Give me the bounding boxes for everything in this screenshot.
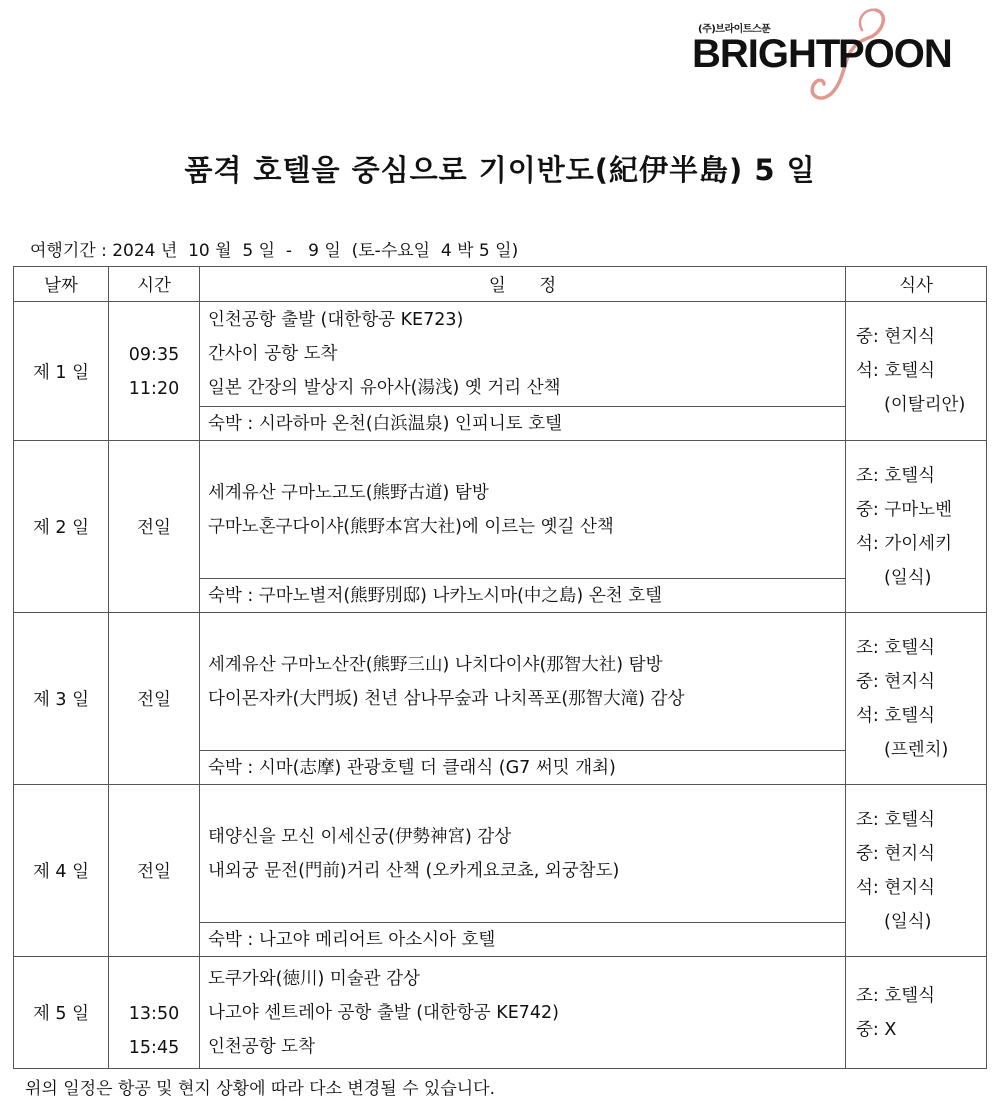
meal-cell bbox=[846, 613, 987, 785]
meal-item: 조: 호텔식 bbox=[856, 637, 936, 658]
day-label: 제 4 일 bbox=[14, 785, 109, 957]
meal-item: 중: 구마노벤 bbox=[856, 499, 952, 520]
schedule-item: 일본 간장의 발상지 유아사(湯浅) 옛 거리 산책 bbox=[208, 378, 561, 398]
meal-cell bbox=[846, 302, 987, 441]
schedule-item: 다이몬자카(大門坂) 천년 삼나무숲과 나치폭포(那智大滝) 감상 bbox=[208, 688, 685, 709]
stay-info: 숙박 : 시라하마 온천(白浜温泉) 인피니토 호텔 bbox=[200, 407, 846, 441]
logo-company-name: (주)브라이트스푼 bbox=[698, 24, 771, 35]
stay-info: 숙박 : 시마(志摩) 관광호텔 더 클래식 (G7 써밋 개최) bbox=[200, 751, 846, 785]
time-cell bbox=[109, 957, 200, 1069]
schedule-cell bbox=[200, 957, 846, 1069]
meal-item: 조: 호텔식 bbox=[856, 985, 936, 1006]
meal-item: 석: 가이세키 bbox=[856, 533, 952, 554]
footer-note: 위의 일정은 항공 및 현지 상황에 따라 다소 변경될 수 있습니다. bbox=[25, 1079, 495, 1099]
meal-item: 석: 호텔식 bbox=[856, 705, 936, 726]
schedule-item: 태양신을 모신 이세신궁(伊勢神宮) 감상 bbox=[208, 826, 512, 847]
schedule-item: 간사이 공항 도착 bbox=[208, 344, 338, 364]
table-row bbox=[14, 441, 987, 579]
meal-note: (프렌치) bbox=[884, 739, 949, 760]
schedule-cell bbox=[200, 441, 846, 579]
schedule-item: 세계유산 구마노산잔(熊野三山) 나치다이샤(那智大社) 탐방 bbox=[208, 654, 663, 675]
travel-period: 여행기간 : 2024 년 10 월 5 일 - 9 일 (토-수요일 4 박 5 일) bbox=[30, 241, 519, 261]
time-value bbox=[109, 963, 199, 997]
schedule-item: 구마노혼구다이샤(熊野本宮大社)에 이르는 옛길 산책 bbox=[208, 516, 614, 537]
time-value: 09:35 bbox=[128, 345, 180, 365]
meal-item: 중: X bbox=[856, 1019, 897, 1040]
meal-item: 조: 호텔식 bbox=[856, 465, 936, 486]
time-cell bbox=[109, 302, 200, 441]
time-value: 11:20 bbox=[128, 379, 180, 399]
schedule-item: 세계유산 구마노고도(熊野古道) 탐방 bbox=[208, 482, 489, 503]
meal-item: 석: 현지식 bbox=[856, 877, 936, 898]
brand-logo bbox=[692, 18, 967, 88]
time-value: 전일 bbox=[109, 785, 200, 957]
day-label: 제 1 일 bbox=[14, 302, 109, 441]
meal-item: 중: 현지식 bbox=[856, 671, 936, 692]
schedule-item: 내외궁 문전(門前)거리 산책 (오카게요코쵸, 외궁참도) bbox=[208, 860, 620, 881]
meal-cell bbox=[846, 785, 987, 957]
schedule-item: 도쿠가와(徳川) 미술관 감상 bbox=[208, 968, 420, 989]
day-label: 제 2 일 bbox=[14, 441, 109, 613]
header-schedule: 일 정 bbox=[200, 267, 846, 302]
table-row bbox=[14, 785, 987, 923]
schedule-cell bbox=[200, 785, 846, 923]
table-row bbox=[14, 613, 987, 751]
schedule-cell bbox=[200, 302, 846, 407]
meal-note: (이탈리안) bbox=[884, 395, 966, 415]
meal-item: 중: 현지식 bbox=[856, 843, 936, 864]
itinerary-table bbox=[13, 266, 987, 1069]
table-row bbox=[14, 302, 987, 407]
schedule-item: 인천공항 출발 (대한항공 KE723) bbox=[208, 310, 464, 330]
stay-info: 숙박 : 나고야 메리어트 아소시아 호텔 bbox=[200, 923, 846, 957]
schedule-item: 인천공항 도착 bbox=[208, 1036, 315, 1057]
table-header-row bbox=[14, 267, 987, 302]
meal-note: (일식) bbox=[884, 911, 932, 932]
meal-item: 석: 호텔식 bbox=[856, 361, 936, 381]
stay-info: 숙박 : 구마노별저(熊野別邸) 나카노시마(中之島) 온천 호텔 bbox=[200, 579, 846, 613]
header-day: 날짜 bbox=[14, 267, 109, 302]
day-label: 제 5 일 bbox=[14, 957, 109, 1069]
meal-note: (일식) bbox=[884, 567, 932, 588]
header-time: 시간 bbox=[109, 267, 200, 302]
page-title: 품격 호텔을 중심으로 기이반도(紀伊半島) 5 일 bbox=[184, 153, 816, 187]
meal-item: 조: 호텔식 bbox=[856, 809, 936, 830]
meal-cell bbox=[846, 441, 987, 613]
day-label: 제 3 일 bbox=[14, 613, 109, 785]
table-row bbox=[14, 957, 987, 1069]
time-value: 전일 bbox=[109, 441, 200, 613]
time-value: 전일 bbox=[109, 613, 200, 785]
header-meal: 식사 bbox=[846, 267, 987, 302]
logo-word-bright: BRIGHT bbox=[692, 32, 840, 76]
logo-word-poon: POON bbox=[838, 32, 952, 76]
schedule-cell bbox=[200, 613, 846, 751]
meal-cell bbox=[846, 957, 987, 1069]
time-value: 15:45 bbox=[128, 1037, 180, 1058]
meal-item: 중: 현지식 bbox=[856, 327, 936, 347]
schedule-item: 나고야 센트레아 공항 출발 (대한항공 KE742) bbox=[208, 1002, 559, 1023]
time-value: 13:50 bbox=[128, 1003, 180, 1024]
